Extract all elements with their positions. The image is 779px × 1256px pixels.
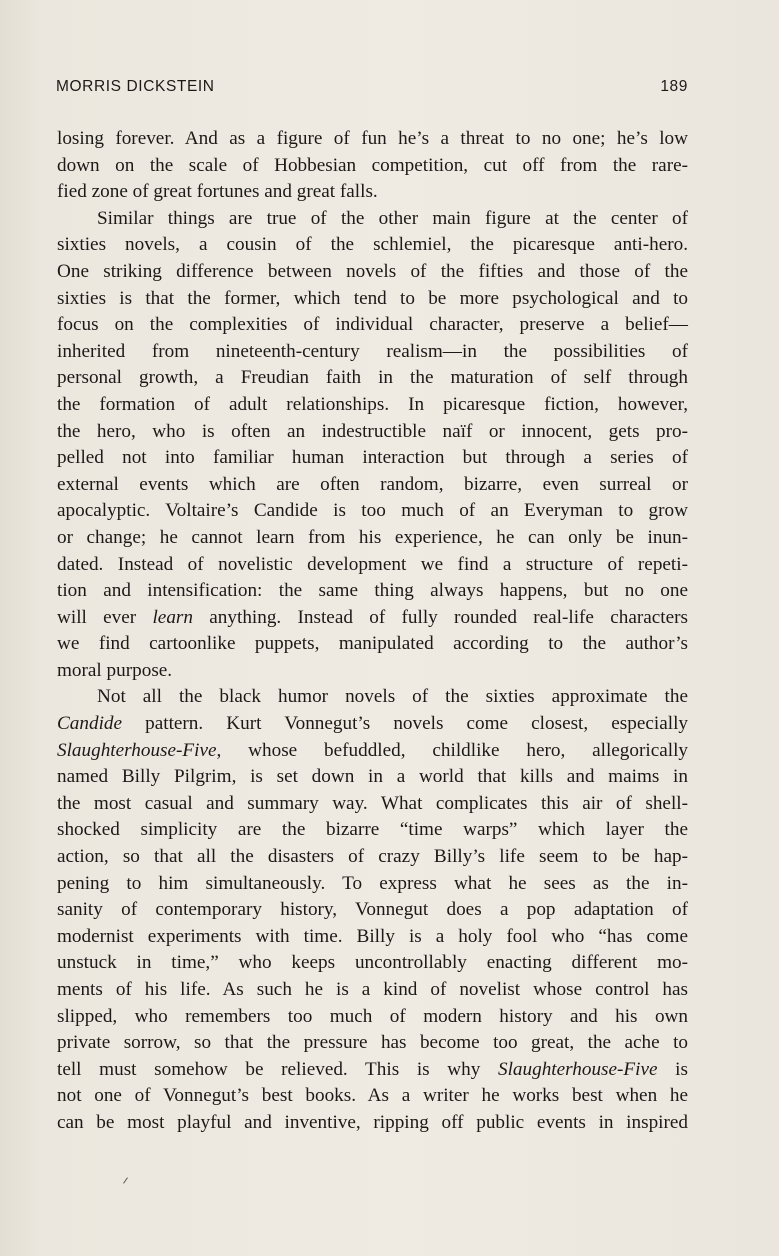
- line-text: pattern. Kurt Vonnegut’s novels come closest, especially: [122, 713, 688, 735]
- text-line: the most casual and summary way. What complicates this air of shell-: [57, 792, 688, 814]
- line-text: tell must somehow be relieved. This is why: [57, 1058, 498, 1080]
- text-line: shocked simplicity are the bizarre “time warps” which layer the: [57, 819, 688, 841]
- text-line: or change; he cannot learn from his experience, he can only be inun-: [57, 526, 688, 548]
- text-line: action, so that all the disasters of crazy Billy’s life seem to be hap-: [57, 846, 688, 868]
- text-line: dated. Instead of novelistic development we find a structure of repeti-: [57, 553, 688, 575]
- text-line: [57, 711, 688, 738]
- pencil-mark: [123, 1177, 128, 1183]
- text-line: down on the scale of Hobbesian competition, cut off from the rare-: [57, 154, 688, 176]
- running-head-author: MORRIS DICKSTEIN: [56, 78, 215, 95]
- text-line: ments of his life. As such he is a kind of novelist whose control has: [57, 979, 688, 1000]
- text-line: the formation of adult relationships. In picaresque fiction, however,: [57, 393, 688, 415]
- text-line: losing forever. And as a figure of fun he’s a threat to no one; he’s low: [57, 128, 688, 149]
- page-number: 189: [660, 78, 688, 95]
- line-text: anything. Instead of fully rounded real-life characters: [192, 606, 688, 628]
- text-line: personal growth, a Freudian faith in the maturation of self through: [57, 367, 688, 389]
- line-text: is: [657, 1058, 688, 1080]
- text-line: can be most playful and inventive, ripping off public events in inspired: [57, 1111, 688, 1133]
- text-line: private sorrow, so that the pressure has become too great, the ache to: [57, 1032, 688, 1054]
- italic-title: learn: [152, 606, 193, 628]
- text-line: [57, 1057, 688, 1084]
- body-text: [57, 126, 688, 1137]
- italic-title: Candide: [57, 713, 123, 735]
- text-line: not one of Vonnegut’s best books. As a writer he works best when he: [57, 1085, 688, 1107]
- text-line: [57, 738, 688, 765]
- text-line: focus on the complexities of individual character, preserve a belief—: [57, 314, 688, 336]
- text-line: One striking difference between novels of the fifties and those of the: [57, 260, 688, 282]
- text-line: sixties is that the former, which tend to be more psychological and to: [57, 287, 688, 309]
- text-line: slipped, who remembers too much of modern history and his own: [57, 1005, 688, 1027]
- text-line: fied zone of great fortunes and great falls.: [57, 181, 378, 203]
- text-line: inherited from nineteenth-century realism—in the possibilities of: [57, 340, 688, 362]
- text-line: unstuck in time,” who keeps uncontrollably enacting different mo-: [57, 952, 688, 974]
- text-line: pening to him simultaneously. To express what he sees as the in-: [57, 872, 688, 894]
- text-line: apocalyptic. Voltaire’s Candide is too much of an Everyman to grow: [57, 500, 688, 522]
- text-line: Not all the black humor novels of the sixties approximate the: [97, 686, 688, 708]
- text-line: Similar things are true of the other main figure at the center of: [97, 207, 688, 229]
- line-text: , whose befuddled, childlike hero, allegorically: [216, 739, 688, 761]
- italic-title: Slaughterhouse-Five: [498, 1058, 658, 1080]
- text-line: named Billy Pilgrim, is set down in a world that kills and maims in: [57, 766, 688, 788]
- line-text: will ever: [57, 606, 153, 628]
- text-line: modernist experiments with time. Billy is a holy fool who “has come: [57, 925, 688, 947]
- text-line: sixties novels, a cousin of the schlemiel, the picaresque anti-hero.: [57, 234, 688, 256]
- text-line: sanity of contemporary history, Vonnegut does a pop adaptation of: [57, 899, 688, 921]
- text-line: tion and intensification: the same thing always happens, but no one: [57, 580, 688, 602]
- italic-title: Slaughterhouse-Five: [57, 739, 217, 761]
- text-line: we find cartoonlike puppets, manipulated according to the author’s: [57, 633, 688, 655]
- text-line: moral purpose.: [57, 659, 173, 681]
- text-line: external events which are often random, bizarre, even surreal or: [57, 473, 688, 495]
- text-line: [57, 605, 688, 632]
- text-line: the hero, who is often an indestructible naïf or innocent, gets pro-: [57, 420, 688, 442]
- text-line: pelled not into familiar human interaction but through a series of: [57, 447, 688, 469]
